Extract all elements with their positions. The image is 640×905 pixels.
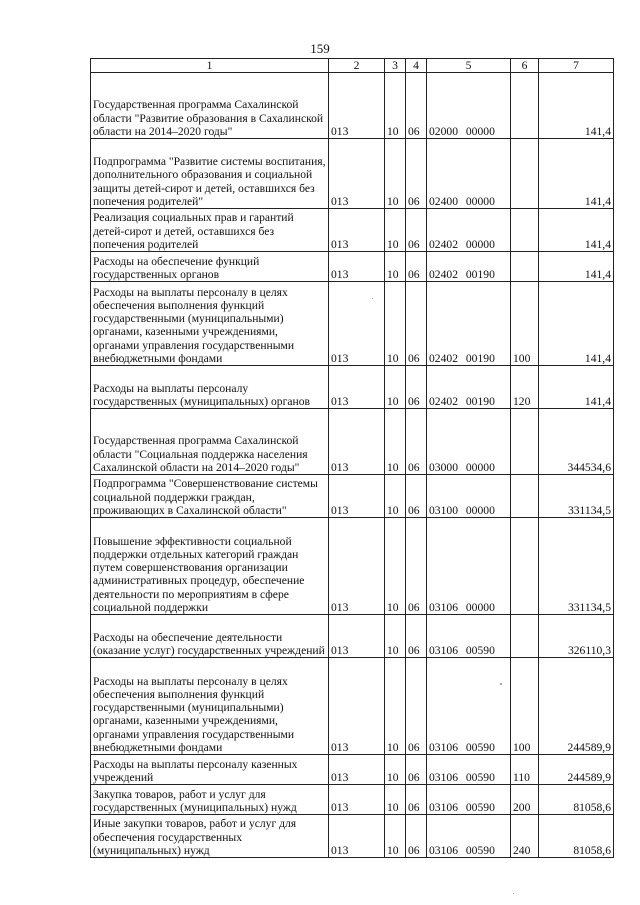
expense-type-cell bbox=[511, 409, 539, 475]
scan-speck bbox=[513, 893, 514, 894]
expense-type-cell bbox=[511, 139, 539, 209]
section-cell: 10 bbox=[385, 73, 406, 139]
amount-cell: 81058,6 bbox=[539, 815, 614, 858]
scan-speck bbox=[500, 683, 502, 685]
header-cell-3: 3 bbox=[385, 59, 406, 73]
amount-cell: 141,4 bbox=[539, 252, 614, 282]
table-row bbox=[91, 209, 614, 252]
section-cell: 10 bbox=[385, 409, 406, 475]
row-name-cell: Закупка товаров, работ и услуг для государственных (муниципальных) нужд bbox=[91, 785, 329, 815]
expense-type-cell bbox=[511, 209, 539, 252]
ministry-code-cell: 013 bbox=[329, 73, 385, 139]
table-row bbox=[91, 409, 614, 475]
ministry-code-cell: 013 bbox=[329, 815, 385, 858]
table-row bbox=[91, 252, 614, 282]
header-row bbox=[91, 59, 614, 73]
expense-type-cell: 100 bbox=[511, 658, 539, 755]
subsection-cell: 06 bbox=[406, 658, 427, 755]
amount-cell: 141,4 bbox=[539, 366, 614, 409]
subsection-cell: 06 bbox=[406, 409, 427, 475]
expense-type-cell bbox=[511, 252, 539, 282]
section-cell: 10 bbox=[385, 139, 406, 209]
subsection-cell: 06 bbox=[406, 209, 427, 252]
budget-table bbox=[90, 58, 614, 858]
amount-cell: 141,4 bbox=[539, 139, 614, 209]
subsection-cell: 06 bbox=[406, 785, 427, 815]
expense-type-cell bbox=[511, 73, 539, 139]
row-name-cell: Иные закупки товаров, работ и услуг для обеспечения государственных (муниципальных) нужд bbox=[91, 815, 329, 858]
section-cell: 10 bbox=[385, 209, 406, 252]
header-cell-7: 7 bbox=[539, 59, 614, 73]
subsection-cell: 06 bbox=[406, 252, 427, 282]
target-article-cell: 03106 00590 bbox=[427, 755, 511, 785]
ministry-code-cell: 013 bbox=[329, 475, 385, 518]
expense-type-cell: 120 bbox=[511, 366, 539, 409]
section-cell: 10 bbox=[385, 785, 406, 815]
amount-cell: 326110,3 bbox=[539, 615, 614, 658]
ministry-code-cell: 013 bbox=[329, 615, 385, 658]
table-row bbox=[91, 282, 614, 366]
row-name-cell: Реализация социальных прав и гарантий детей-сирот и детей, оставшихся без попечения родителей bbox=[91, 209, 329, 252]
expense-type-cell bbox=[511, 475, 539, 518]
section-cell: 10 bbox=[385, 475, 406, 518]
ministry-code-cell: 013 bbox=[329, 785, 385, 815]
ministry-code-cell: 013 bbox=[329, 658, 385, 755]
expense-type-cell: 100 bbox=[511, 282, 539, 366]
section-cell: 10 bbox=[385, 815, 406, 858]
amount-cell: 141,4 bbox=[539, 73, 614, 139]
subsection-cell: 06 bbox=[406, 815, 427, 858]
target-article-cell: 03106 00590 bbox=[427, 658, 511, 755]
row-name-cell: Расходы на выплаты персоналу в целях обеспечения выполнения функций государственными (муниципальными) органами, казенными учреждениями, органами управления государственными внебюджетными фондами bbox=[91, 282, 329, 366]
target-article-cell: 03000 00000 bbox=[427, 409, 511, 475]
table-row bbox=[91, 518, 614, 615]
page-number: 159 bbox=[310, 41, 330, 56]
section-cell: 10 bbox=[385, 282, 406, 366]
amount-cell: 141,4 bbox=[539, 209, 614, 252]
table-row bbox=[91, 139, 614, 209]
ministry-code-cell: 013 bbox=[329, 755, 385, 785]
amount-cell: 331134,5 bbox=[539, 518, 614, 615]
target-article-cell: 02402 00190 bbox=[427, 366, 511, 409]
target-article-cell: 03106 00590 bbox=[427, 615, 511, 658]
table-body bbox=[91, 73, 614, 858]
subsection-cell: 06 bbox=[406, 282, 427, 366]
ministry-code-cell: 013 bbox=[329, 252, 385, 282]
table-row bbox=[91, 755, 614, 785]
section-cell: 10 bbox=[385, 518, 406, 615]
expense-type-cell bbox=[511, 615, 539, 658]
subsection-cell: 06 bbox=[406, 475, 427, 518]
header-cell-6: 6 bbox=[511, 59, 539, 73]
section-cell: 10 bbox=[385, 658, 406, 755]
row-name-cell: Расходы на выплаты персоналу государственных (муниципальных) органов bbox=[91, 366, 329, 409]
row-name-cell: Подпрограмма "Совершенствование системы социальной поддержки граждан, проживающих в Сахалинской области" bbox=[91, 475, 329, 518]
target-article-cell: 02402 00000 bbox=[427, 209, 511, 252]
section-cell: 10 bbox=[385, 252, 406, 282]
table-row bbox=[91, 475, 614, 518]
amount-cell: 344534,6 bbox=[539, 409, 614, 475]
row-name-cell: Расходы на выплаты персоналу казенных учреждений bbox=[91, 755, 329, 785]
expense-type-cell bbox=[511, 518, 539, 615]
section-cell: 10 bbox=[385, 366, 406, 409]
target-article-cell: 02402 00190 bbox=[427, 282, 511, 366]
row-name-cell: Государственная программа Сахалинской области "Социальная поддержка населения Сахалинской области на 2014–2020 годы" bbox=[91, 409, 329, 475]
ministry-code-cell: 013 bbox=[329, 409, 385, 475]
target-article-cell: 03106 00000 bbox=[427, 518, 511, 615]
target-article-cell: 03106 00590 bbox=[427, 785, 511, 815]
row-name-cell: Государственная программа Сахалинской области "Развитие образования в Сахалинской области на 2014–2020 годы" bbox=[91, 73, 329, 139]
target-article-cell: 02402 00190 bbox=[427, 252, 511, 282]
header-cell-4: 4 bbox=[406, 59, 427, 73]
ministry-code-cell: 013 bbox=[329, 518, 385, 615]
subsection-cell: 06 bbox=[406, 73, 427, 139]
target-article-cell: 02400 00000 bbox=[427, 139, 511, 209]
amount-cell: 244589,9 bbox=[539, 658, 614, 755]
subsection-cell: 06 bbox=[406, 615, 427, 658]
row-name-cell: Повышение эффективности социальной поддержки отдельных категорий граждан путем совершенствования организации административных процедур, обеспечение деятельности по мероприятиям в сфере социальной поддержки bbox=[91, 518, 329, 615]
subsection-cell: 06 bbox=[406, 366, 427, 409]
ministry-code-cell: 013 bbox=[329, 209, 385, 252]
ministry-code-cell: 013 bbox=[329, 282, 385, 366]
amount-cell: 331134,5 bbox=[539, 475, 614, 518]
amount-cell: 81058,6 bbox=[539, 785, 614, 815]
header-cell-1: 1 bbox=[91, 59, 329, 73]
table-row bbox=[91, 785, 614, 815]
expense-type-cell: 240 bbox=[511, 815, 539, 858]
section-cell: 10 bbox=[385, 615, 406, 658]
table-row bbox=[91, 658, 614, 755]
amount-cell: 244589,9 bbox=[539, 755, 614, 785]
row-name-cell: Подпрограмма "Развитие системы воспитания, дополнительного образования и социальной защиты детей-сирот и детей, оставшихся без попечения родителей" bbox=[91, 139, 329, 209]
ministry-code-cell: 013 bbox=[329, 366, 385, 409]
header-cell-2: 2 bbox=[329, 59, 385, 73]
expense-type-cell: 200 bbox=[511, 785, 539, 815]
target-article-cell: 02000 00000 bbox=[427, 73, 511, 139]
subsection-cell: 06 bbox=[406, 139, 427, 209]
scan-speck bbox=[372, 298, 373, 299]
row-name-cell: Расходы на выплаты персоналу в целях обеспечения выполнения функций государственными (муниципальными) органами, казенными учреждениями, органами управления государственными внебюджетными фондами bbox=[91, 658, 329, 755]
subsection-cell: 06 bbox=[406, 518, 427, 615]
table-row bbox=[91, 815, 614, 858]
row-name-cell: Расходы на обеспечение деятельности (оказание услуг) государственных учреждений bbox=[91, 615, 329, 658]
section-cell: 10 bbox=[385, 755, 406, 785]
amount-cell: 141,4 bbox=[539, 282, 614, 366]
target-article-cell: 03106 00590 bbox=[427, 815, 511, 858]
table-row bbox=[91, 73, 614, 139]
header-cell-5: 5 bbox=[427, 59, 511, 73]
target-article-cell: 03100 00000 bbox=[427, 475, 511, 518]
ministry-code-cell: 013 bbox=[329, 139, 385, 209]
subsection-cell: 06 bbox=[406, 755, 427, 785]
row-name-cell: Расходы на обеспечение функций государственных органов bbox=[91, 252, 329, 282]
table-row bbox=[91, 366, 614, 409]
table-row bbox=[91, 615, 614, 658]
expense-type-cell: 110 bbox=[511, 755, 539, 785]
